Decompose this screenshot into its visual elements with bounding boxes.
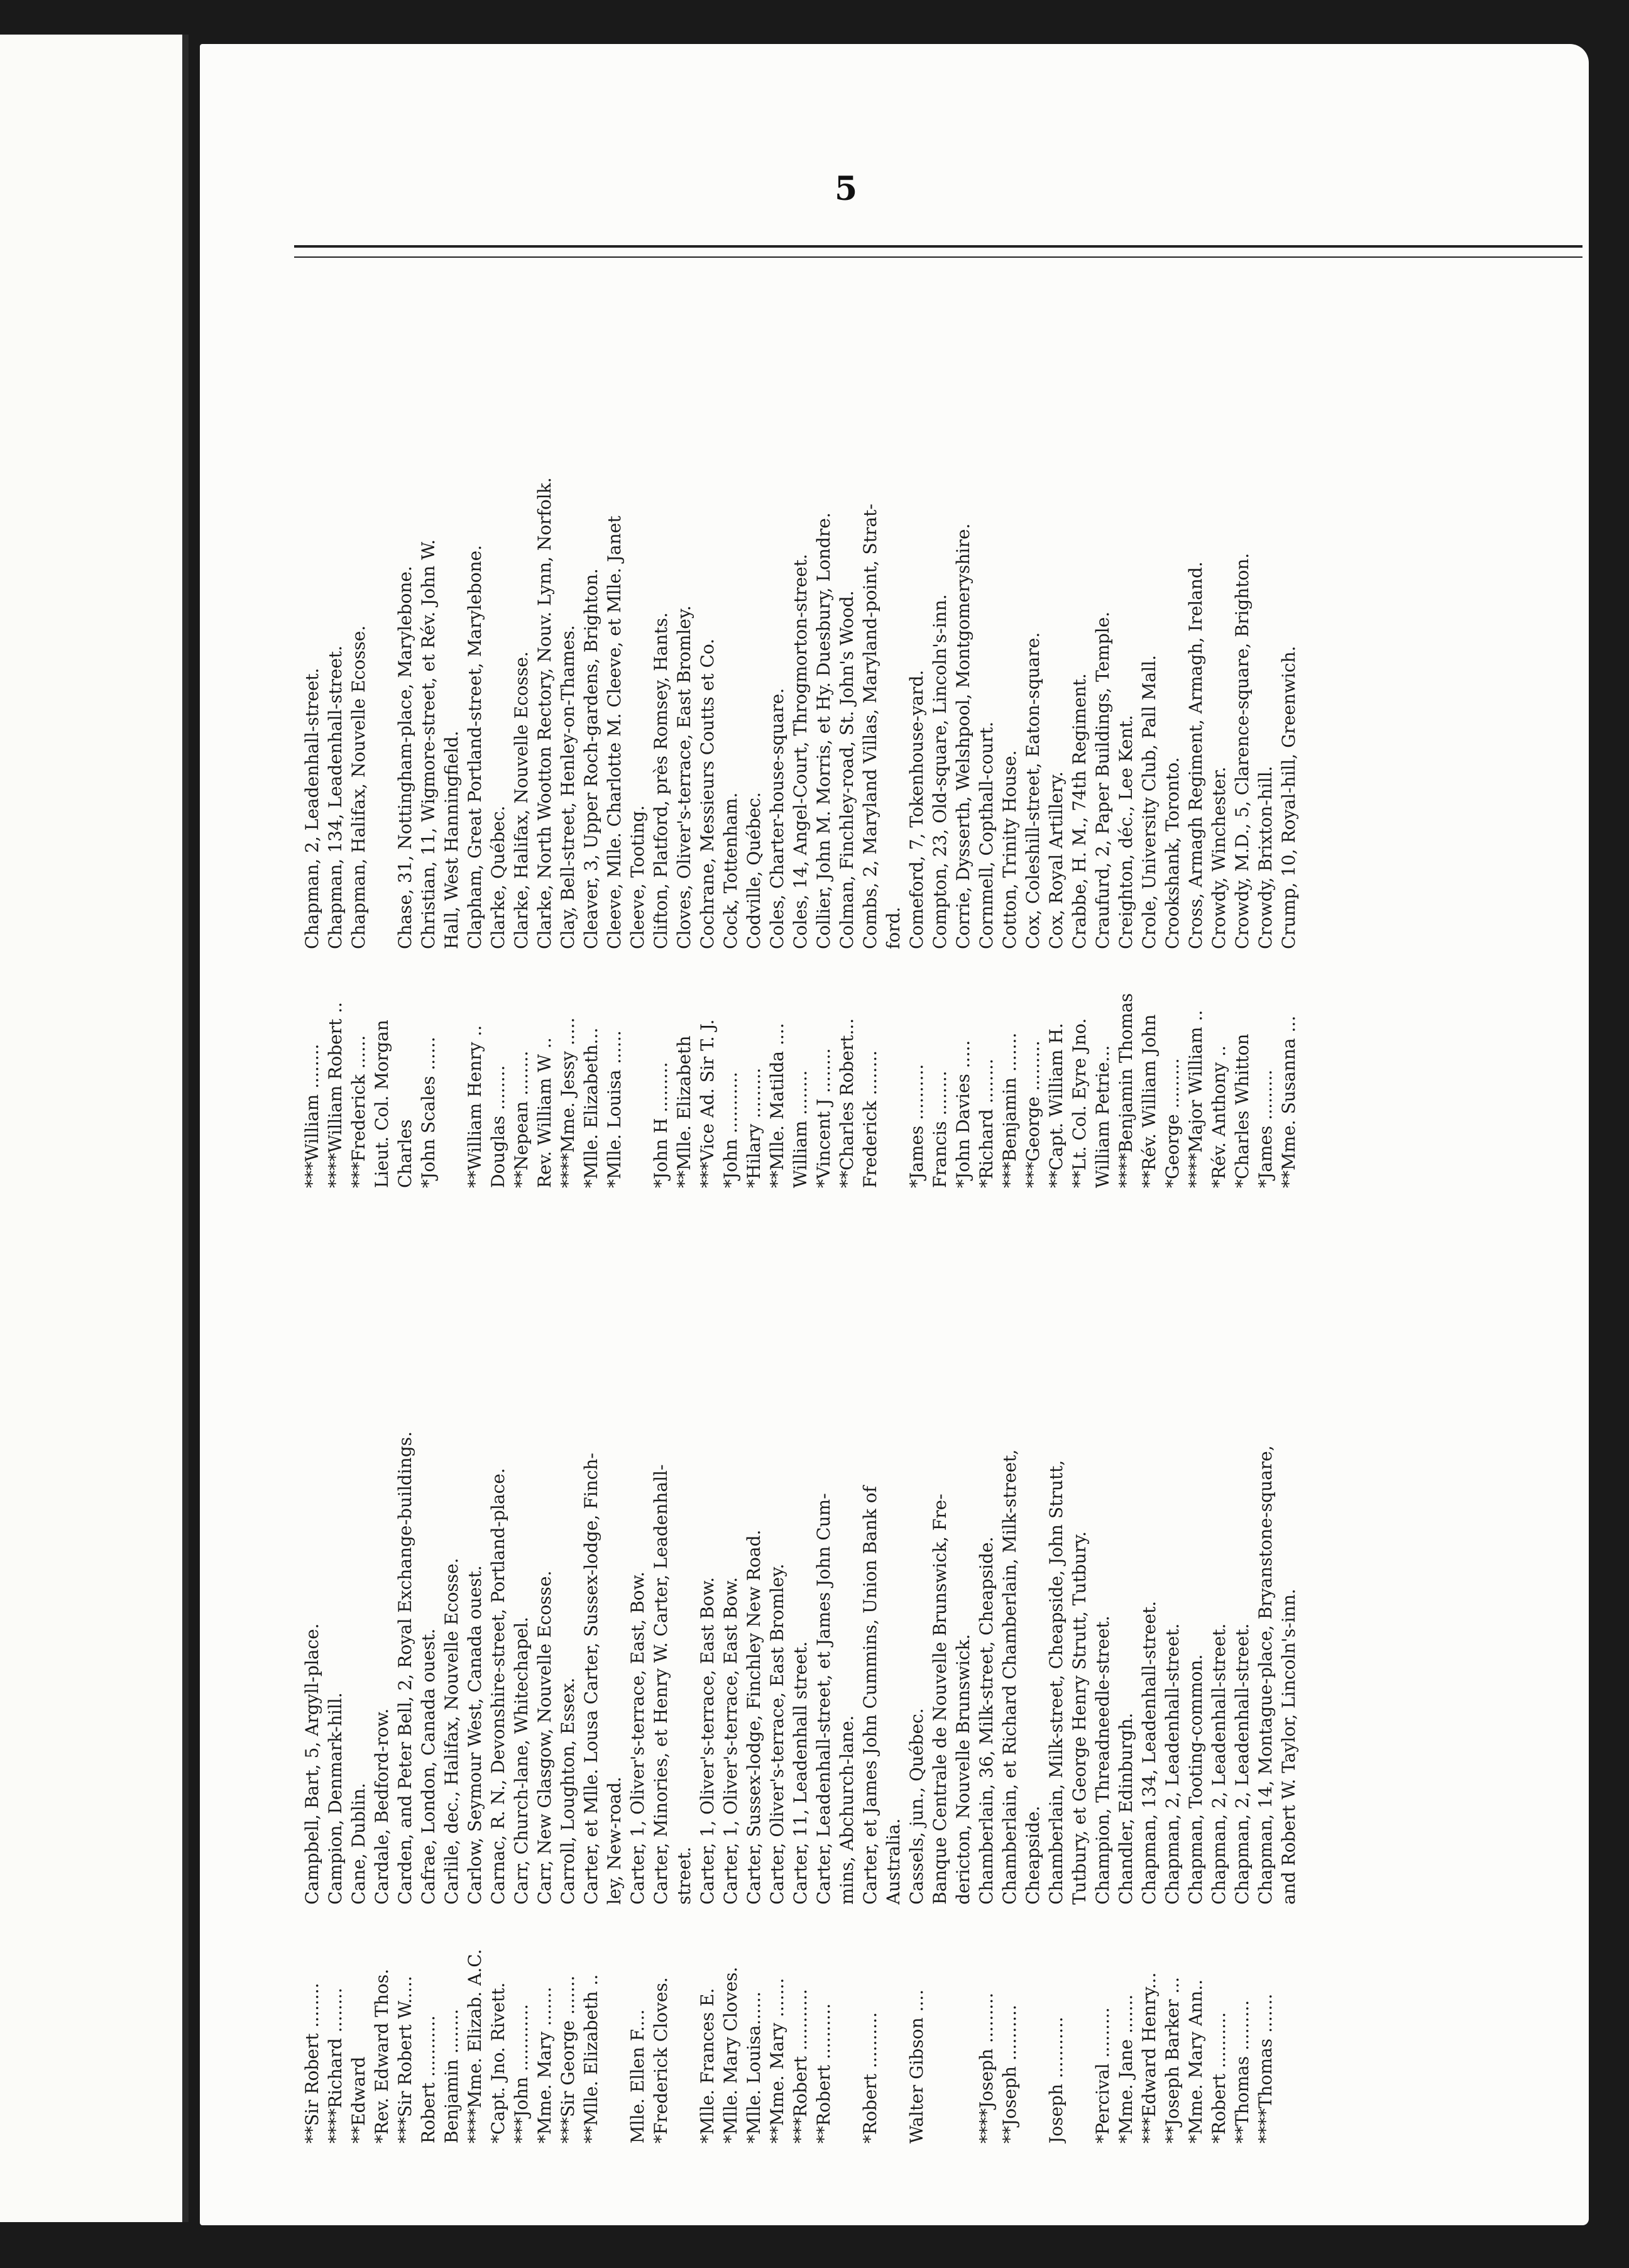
entry-name: *Percival ......... — [1092, 2007, 1113, 2144]
entry-address: Codville, Québec. — [743, 792, 764, 949]
register-entry — [393, 258, 417, 1188]
entry-name: Francis ........ — [930, 1071, 950, 1188]
entry-name: Benjamin ........ — [441, 2008, 462, 2144]
register-entry — [393, 1213, 417, 2144]
register-entry — [1021, 258, 1045, 1188]
entry-name: ****William Robert .. — [325, 1001, 346, 1188]
register-entry — [1231, 1213, 1254, 2144]
entry-address: Coles, Charter-house-square. — [767, 688, 787, 949]
register-entry — [370, 258, 393, 1188]
register-entry — [347, 1213, 370, 2144]
entry-name: *Robert .......... — [860, 2012, 880, 2144]
register-entry — [742, 258, 765, 1188]
entry-name: **Lt. Col. Eyre Jno. — [1069, 1018, 1090, 1188]
entry-name: ****Mme. Elizab. A.C. — [464, 1949, 485, 2144]
register-entry — [1114, 1213, 1138, 2144]
entry-name: *Charles Whitton — [1232, 1033, 1253, 1188]
register-entry — [1277, 258, 1300, 1188]
entry-address: Carr, Church-lane, Whitechapel. — [511, 1616, 532, 1905]
page-shadow — [182, 35, 189, 2222]
entry-name: *Mlle. Mary Cloves. — [720, 1966, 741, 2144]
entry-address: Chase, 31, Nottingham-place, Marylebone. — [395, 566, 415, 949]
entry-name: *John ........... — [720, 1072, 741, 1188]
register-entry — [905, 1213, 928, 2144]
register-column-left — [300, 1213, 1300, 2144]
entry-name: *Robert .......... — [1209, 2012, 1229, 2144]
entry-name: **Mme. Mary ....... — [767, 1978, 787, 2144]
entry-address: Clay, Bell-street, Henley-on-Thames. — [557, 625, 578, 949]
register-entry — [1184, 258, 1207, 1188]
register-entry — [533, 258, 556, 1188]
entry-address: ley, New-road. — [604, 1776, 625, 1905]
register-entry — [672, 258, 696, 1188]
entry-address: Cotton, Trinity House. — [999, 750, 1020, 949]
entry-address: Chandler, Edinburgh. — [1116, 1712, 1136, 1905]
entry-address: Cornmell, Copthall-court. — [976, 721, 997, 949]
entry-address: Cane, Dublin. — [348, 1783, 369, 1905]
entry-address: Chapman, 2, Leadenhall-street. — [302, 668, 322, 949]
entry-name: Walter Gibson .... — [906, 1989, 927, 2144]
entry-address: Tutbury, et George Henry Strutt, Tutbury. — [1069, 1531, 1090, 1905]
entry-address: Chapman, Tooting-common. — [1185, 1654, 1206, 1905]
entry-address: Crowdy, Brixton-hill. — [1255, 766, 1276, 949]
entry-address: Carter, 1, Oliver's-terrace, East Bow. — [697, 1577, 718, 1905]
entry-name: William Petrie... — [1092, 1045, 1113, 1188]
register-entry — [975, 1213, 998, 2144]
entry-name: Lieut. Col. Morgan — [371, 1020, 392, 1188]
register-entry — [370, 1213, 393, 2144]
entry-name: **Mlle. Elizabeth — [674, 1035, 694, 1188]
register-entry — [649, 258, 672, 1188]
entry-name: *Vincent J ........ — [813, 1048, 834, 1188]
entry-name: William ........ — [790, 1070, 811, 1188]
register-entry — [440, 1213, 463, 2144]
register-entry — [975, 258, 998, 1188]
register-entry — [858, 258, 882, 1188]
page-number: 5 — [835, 170, 858, 208]
register-entry — [812, 1213, 835, 2144]
register-entry — [533, 1213, 556, 2144]
entry-name: *George ......... — [1162, 1058, 1183, 1188]
entry-name: **William Henry .. — [464, 1025, 485, 1188]
entry-address: Christian, 11, Wigmore-street, et Rév. John W. — [418, 539, 439, 949]
entry-address: Chapman, 134, Leadenhall-street. — [1139, 1600, 1160, 1905]
entry-address: Compton, 23, Old-square, Lincoln's-inn. — [930, 594, 950, 949]
entry-address: Chapman, 2, Leadenhall-street. — [1232, 1623, 1253, 1905]
register-entry — [1091, 258, 1114, 1188]
entry-address: Cock, Tottenham. — [720, 792, 741, 949]
register-entry — [440, 258, 463, 1188]
entry-name: Mlle. Ellen F.... — [627, 2009, 648, 2144]
entry-address: Carlile, dec., Halifax, Nouvelle Ecosse. — [441, 1558, 462, 1905]
register-entry — [463, 1213, 486, 2144]
entry-name: **Sir Robert ........ — [302, 1983, 322, 2144]
register-entry — [696, 258, 719, 1188]
entry-address: Coles, 14, Angel-Court, Throgmorton-street. — [790, 554, 811, 949]
entry-name: ****Mme. Jessy ..... — [557, 1017, 578, 1188]
entry-name: *Mme. Mary ....... — [534, 1986, 555, 2144]
entry-address: Champion, Threadneedle-street. — [1092, 1616, 1113, 1905]
entry-address: Campion, Denmark-hill. — [325, 1692, 346, 1905]
entry-name: Frederick ........ — [860, 1050, 880, 1188]
entry-address: Carnac, R. N., Devonshire-street, Portland-place. — [488, 1468, 508, 1905]
entry-name: *Richard ........ — [976, 1059, 997, 1188]
entry-address: Carr, New Glasgow, Nouvelle Ecosse. — [534, 1570, 555, 1905]
register-entry — [486, 258, 510, 1188]
register-entry — [1021, 1213, 1045, 2144]
entry-address: Cloves, Oliver's-terrace, East Bromley. — [674, 605, 694, 949]
register-entry — [1254, 1213, 1277, 2144]
register-entry — [300, 1213, 324, 2144]
register-entry — [1161, 258, 1184, 1188]
entry-name: **Robert .......... — [813, 2003, 834, 2144]
register-column-right — [300, 258, 1300, 1188]
entry-address: Cox, Royal Artillery. — [1046, 771, 1067, 949]
entry-name: **Charles Robert... — [836, 1018, 857, 1188]
register-entry — [1138, 1213, 1161, 2144]
entry-address: Crowdy, Winchester. — [1209, 766, 1229, 949]
entry-address: Craufurd, 2, Paper Buildings, Temple. — [1092, 611, 1113, 949]
register-entry — [1184, 1213, 1207, 2144]
entry-name: Rev. William W .. — [534, 1037, 555, 1188]
entry-name: **Edward — [348, 2056, 369, 2144]
entry-name: Robert ........... — [418, 2015, 439, 2144]
entry-name: ****Benjamin Thomas — [1116, 993, 1136, 1188]
entry-address: Carroll, Loughton, Essex. — [557, 1677, 578, 1905]
entry-address: Cochrane, Messieurs Coutts et Co. — [697, 638, 718, 949]
entry-address: Cox, Coleshill-street, Eaton-square. — [1023, 632, 1043, 949]
register-entry — [300, 258, 324, 1188]
register-entry — [417, 258, 440, 1188]
entry-name: *John H ......... — [650, 1062, 671, 1188]
entry-address: Chamberlain, Milk-street, Cheapside, John Strutt, — [1046, 1460, 1067, 1905]
entry-name: ***Robert ........... — [790, 1989, 811, 2144]
register-entry — [347, 258, 370, 1188]
entry-address: Cross, Armagh Regiment, Armagh, Ireland. — [1185, 561, 1206, 949]
register-entry — [765, 1213, 789, 2144]
entry-name: ****Joseph ......... — [976, 1993, 997, 2144]
register-entry — [1161, 1213, 1184, 2144]
entry-name: *John Davies ..... — [953, 1040, 974, 1188]
register-entry — [324, 1213, 347, 2144]
entry-address: Clapham, Great Portland-street, Marylebone. — [464, 544, 485, 949]
entry-address: Clifton, Platford, près Romsey, Hants. — [650, 612, 671, 949]
register-entry — [626, 1213, 649, 2144]
register-entry — [835, 258, 858, 1188]
entry-name: ***Frederick ...... — [348, 1035, 369, 1188]
register-entry — [1231, 258, 1254, 1188]
register-entry — [882, 258, 905, 1188]
register-entry — [1068, 258, 1091, 1188]
register-entry — [1277, 1213, 1300, 2144]
register-entry — [696, 1213, 719, 2144]
entry-name: *James .......... — [906, 1064, 927, 1188]
register-entry — [1068, 1213, 1091, 2144]
entry-name: *Rév. Anthony .. — [1209, 1045, 1229, 1188]
register-entry — [1045, 1213, 1068, 2144]
entry-address: Cheapside. — [1023, 1805, 1043, 1905]
entry-address: ford. — [883, 906, 904, 949]
register-entry — [486, 1213, 510, 2144]
entry-name: *Mme. Jane ....... — [1116, 1994, 1136, 2144]
entry-address: Chapman, 134, Leadenhall-street. — [325, 645, 346, 949]
entry-name: ****Richard ........ — [325, 1988, 346, 2144]
register-entry — [1138, 258, 1161, 1188]
entry-address: Carter, Minories, et Henry W. Carter, Leadenhall- — [650, 1464, 671, 1905]
entry-address: Combs, 2, Maryland Villas, Maryland-point, Strat- — [860, 504, 880, 949]
entry-name: **Rév. William John — [1139, 1014, 1160, 1188]
register-entry — [952, 258, 975, 1188]
rotated-register — [294, 258, 1582, 2144]
register-entry — [1114, 258, 1138, 1188]
entry-name: **Thomas ......... — [1232, 2000, 1253, 2144]
entry-name: *John Scales ...... — [418, 1037, 439, 1188]
register-entry — [579, 1213, 603, 2144]
register-entry — [1254, 258, 1277, 1188]
register-entry — [1091, 1213, 1114, 2144]
entry-address: Cleeve, Mlle. Charlotte M. Cleeve, et Mlle. Janet — [604, 515, 625, 949]
register-entry — [510, 1213, 533, 2144]
register-entry — [905, 258, 928, 1188]
entry-address: Cardale, Bedford-row. — [371, 1708, 392, 1905]
register-entry — [952, 1213, 975, 2144]
entry-address: Chapman, 14, Montague-place, Bryanstone-square, — [1255, 1445, 1276, 1905]
entry-name: ***William ........ — [302, 1043, 322, 1188]
register-entry — [789, 258, 812, 1188]
register-entry — [556, 1213, 579, 2144]
entry-name: *James ......... — [1255, 1069, 1276, 1188]
entry-address: street. — [674, 1846, 694, 1905]
entry-address: and Robert W. Taylor, Lincoln's-inn. — [1278, 1588, 1299, 1905]
register-entry — [789, 1213, 812, 2144]
entry-name: Joseph ........... — [1046, 2017, 1067, 2144]
entry-address: Cafraе, London, Canada ouest. — [418, 1628, 439, 1905]
entry-address: Carter, et Mlle. Lousa Carter, Sussex-lodge, Finch- — [581, 1453, 601, 1905]
entry-address: Chapman, 2, Leadenhall-street. — [1209, 1623, 1229, 1905]
entry-address: Chapman, Halifax, Nouvelle Ecosse. — [348, 625, 369, 949]
entry-address: Chamberlain, et Richard Chamberlain, Milk-street, — [999, 1449, 1020, 1905]
entry-name: *Frederick Cloves. — [650, 1977, 671, 2144]
entry-address: Corrie, Dysserth, Welshpool, Montgomeryshire. — [953, 523, 974, 949]
entry-address: Creighton, déc., Lee Kent. — [1116, 715, 1136, 949]
entry-address: Carter, Leadenhall-street, et James John Cum- — [813, 1493, 834, 1905]
entry-name: ***George ......... — [1023, 1040, 1043, 1188]
entry-name: *Mlle. Frances E. — [697, 1988, 718, 2144]
register-entry — [556, 258, 579, 1188]
entry-address: Carter, et James John Cummins, Union Bank of — [860, 1486, 880, 1905]
register-entry — [579, 258, 603, 1188]
register-entry — [858, 1213, 882, 2144]
entry-address: Carter, Sussex-lodge, Finchley New Road. — [743, 1529, 764, 1905]
entry-name: *Mlle. Elizabeth... — [581, 1027, 601, 1188]
register-entry — [649, 1213, 672, 2144]
entry-address: Crabbe, H. M., 74th Regiment. — [1069, 673, 1090, 949]
entry-address: Collier, John M. Morris, et Hy. Duesbury, Londre. — [813, 512, 834, 949]
entry-address: Carter, 11, Leadenhall street. — [790, 1641, 811, 1905]
register-entry — [324, 258, 347, 1188]
entry-name: ***Benjamin ....... — [999, 1032, 1020, 1188]
entry-name: Charles — [395, 1119, 415, 1188]
register-entry — [928, 258, 952, 1188]
register-entry — [1207, 1213, 1231, 2144]
register-entry — [882, 1213, 905, 2144]
entry-address: Crole, University Club, Pall Mall. — [1139, 654, 1160, 949]
register-entry — [719, 258, 742, 1188]
entry-address: Crowdy, M.D., 5, Clarence-square, Brighton. — [1232, 553, 1253, 949]
register-entry — [719, 1213, 742, 2144]
register-entry — [417, 1213, 440, 2144]
entry-address: Crookshank, Toronto. — [1162, 757, 1183, 949]
entry-address: dericton, Nouvelle Brunswick. — [953, 1634, 974, 1905]
entry-name: *Capt. Jno. Rivett. — [488, 1982, 508, 2144]
entry-name: *Hilary ......... — [743, 1067, 764, 1188]
entry-address: Chapman, 2, Leadenhall-street. — [1162, 1623, 1183, 1905]
entry-name: *Mlle. Louisa...... — [743, 1991, 764, 2144]
entry-name: ****Thomas ....... — [1255, 1993, 1276, 2144]
entry-address: Clarke, Québec. — [488, 805, 508, 949]
entry-name: **Joseph Barker ... — [1162, 1976, 1183, 2144]
entry-name: ***Vice Ad. Sir T. J. — [697, 1019, 718, 1188]
entry-address: Banque Centrale de Nouvelle Brunswick, Fre- — [930, 1494, 950, 1905]
entry-name: **Capt. William H. — [1046, 1023, 1067, 1188]
register-entry — [626, 258, 649, 1188]
register-entry — [1045, 258, 1068, 1188]
entry-name: ***Edward Henry... — [1139, 1972, 1160, 2144]
entry-address: Clarke, North Wootton Rectory, Nouv. Lynn, Norfolk. — [534, 477, 555, 949]
entry-address: Hall, West Hanningfield. — [441, 730, 462, 949]
header-rule — [294, 245, 1582, 258]
entry-name: **Mme. Susanna ... — [1278, 1015, 1299, 1188]
entry-address: Chamberlain, 36, Milk-street, Cheapside. — [976, 1536, 997, 1905]
previous-page-fragment — [0, 35, 189, 2222]
register-entry — [998, 1213, 1021, 2144]
document-page — [200, 44, 1589, 2225]
entry-name: **Mlle. Elizabeth .. — [581, 1974, 601, 2144]
register-entry — [463, 258, 486, 1188]
entry-address: Cleaver, 3, Upper Roch-gardens, Brighton. — [581, 568, 601, 949]
entry-name: ***Sir George ....... — [557, 1975, 578, 2144]
entry-name: **Mlle. Matilda .... — [767, 1023, 787, 1188]
entry-address: Clarke, Halifax, Nouvelle Ecosse. — [511, 651, 532, 949]
register-entry — [835, 1213, 858, 2144]
register-entry — [1207, 258, 1231, 1188]
entry-name: *Mme. Mary Ann.. — [1185, 1979, 1206, 2144]
entry-name: *Mlle. Louisa ...... — [604, 1030, 625, 1188]
entry-name: ***John ............ — [511, 2004, 532, 2144]
register-entry — [603, 1213, 626, 2144]
register-entry — [812, 258, 835, 1188]
entry-address: Campbell, Bart, 5, Argyll-place. — [302, 1623, 322, 1905]
entry-name: **Nepean ........ — [511, 1050, 532, 1188]
register-entry — [765, 258, 789, 1188]
entry-name: *Rev. Edward Thos. — [371, 1968, 392, 2144]
entry-name: ****Major William .. — [1185, 1010, 1206, 1188]
entry-address: Carter, Oliver's-terrace, East Bromley. — [767, 1563, 787, 1905]
entry-address: mins, Abchurch-lane. — [836, 1715, 857, 1905]
entry-address: Cassels, jun., Québec. — [906, 1708, 927, 1905]
entry-address: Carter, 1, Oliver's-terrace, East Bow. — [720, 1577, 741, 1905]
entry-address: Colman, Finchley-road, St. John's Wood. — [836, 590, 857, 949]
entry-name: **Joseph .......... — [999, 2005, 1020, 2144]
entry-address: Crump, 10, Royal-hill, Greenwich. — [1278, 646, 1299, 949]
entry-address: Cleeve, Tooting. — [627, 805, 648, 949]
register-entry — [998, 258, 1021, 1188]
register-entry — [672, 1213, 696, 2144]
entry-address: Carter, 1, Oliver's-terrace, East, Bow. — [627, 1571, 648, 1905]
register-entry — [603, 258, 626, 1188]
register-entry — [510, 258, 533, 1188]
entry-address: Australia. — [883, 1818, 904, 1905]
entry-address: Carlow, Seymour West, Canada ouest. — [464, 1565, 485, 1905]
register-entry — [742, 1213, 765, 2144]
entry-address: Comeford, 7, Tokenhouse-yard. — [906, 669, 927, 949]
entry-address: Carden, and Peter Bell, 2, Royal Exchange-buildings. — [395, 1431, 415, 1905]
entry-name: ***Sir Robert W..... — [395, 1976, 415, 2144]
entry-name: Douglas ........ — [488, 1065, 508, 1188]
register-columns — [294, 258, 1300, 2144]
register-entry — [928, 1213, 952, 2144]
